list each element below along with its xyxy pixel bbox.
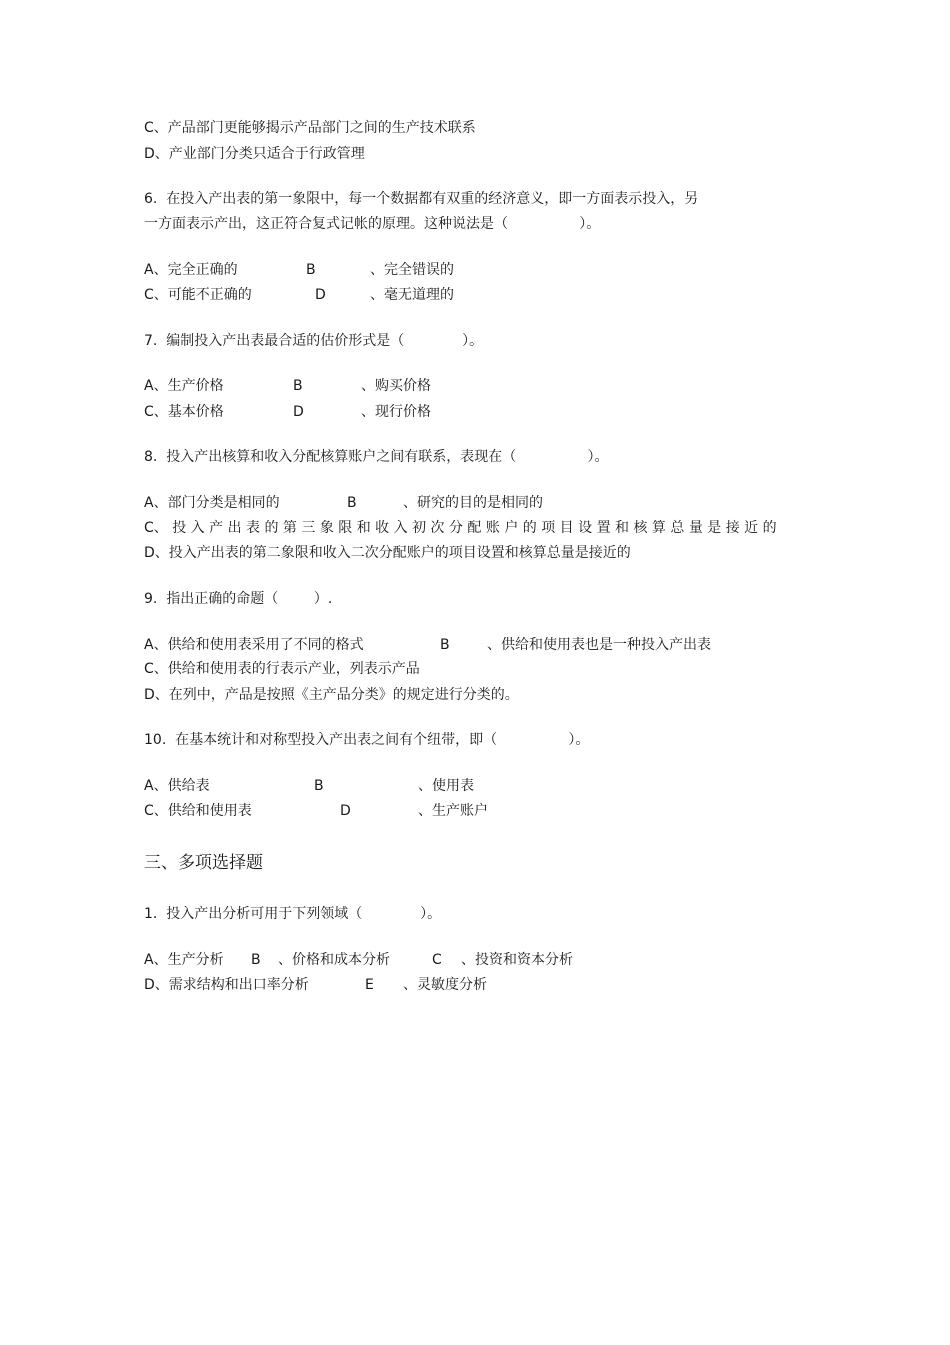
q6-option-d: 、毫无道理的: [370, 287, 454, 303]
q8-option-d: D、投入产出表的第二象限和收入二次分配账户的项目设置和核算总量是接近的: [144, 545, 631, 561]
q6-option-a: A、完全正确的: [144, 262, 238, 278]
m1-option-c-letter: C: [432, 952, 442, 968]
m1-option-b-letter: B: [251, 952, 261, 968]
q8-option-b-letter: B: [347, 495, 357, 511]
m1-option-a: A、生产分析: [144, 952, 224, 968]
section-heading-multiple-choice: 三、多项选择题: [144, 853, 263, 873]
m1-option-d: D、需求结构和出口率分析: [144, 977, 309, 993]
q9-option-a: A、供给和使用表采用了不同的格式: [144, 637, 364, 653]
q8-option-a: A、部门分类是相同的: [144, 495, 280, 511]
q10-option-a: A、供给表: [144, 778, 210, 794]
q10-stem: 10. 在基本统计和对称型投入产出表之间有个纽带，即（ ）。: [144, 732, 590, 748]
q8-option-c: C、 投 入 产 出 表 的 第 三 象 限 和 收 入 初 次 分 配 账 户 的 项 目 设 置 和 核 算 总 量 是 接 近 的: [144, 520, 777, 536]
q9-option-d: D、在列中，产品是按照《主产品分类》的规定进行分类的。: [144, 687, 519, 703]
q8-option-b: 、研究的目的是相同的: [403, 495, 543, 511]
m1-stem: 1. 投入产出分析可用于下列领域（ ）。: [144, 906, 442, 922]
q7-stem: 7. 编制投入产出表最合适的估价形式是（ ）。: [144, 333, 484, 349]
m1-option-e-letter: E: [365, 977, 374, 993]
q10-option-d-letter: D: [340, 803, 351, 819]
q7-option-d: 、现行价格: [361, 404, 431, 420]
q7-option-b-letter: B: [293, 378, 303, 394]
q6-stem-line1: 6. 在投入产出表的第一象限中，每一个数据都有双重的经济意义，即一方面表示投入，另: [144, 191, 699, 207]
q7-option-d-letter: D: [293, 404, 304, 420]
q7-option-c: C、基本价格: [144, 404, 224, 420]
q9-stem: 9. 指出正确的命题（ ）.: [144, 591, 333, 607]
q7-option-a: A、生产价格: [144, 378, 224, 394]
q9-option-b: 、供给和使用表也是一种投入产出表: [487, 637, 711, 653]
q6-option-d-letter: D: [315, 287, 326, 303]
m1-option-e: 、灵敏度分析: [403, 977, 487, 993]
q6-stem-line2: 一方面表示产出，这正符合复式记帐的原理。这种说法是（ ）。: [144, 216, 601, 232]
q10-option-b: 、使用表: [418, 778, 474, 794]
q10-option-b-letter: B: [314, 778, 324, 794]
q8-stem: 8. 投入产出核算和收入分配核算账户之间有联系，表现在（ ）。: [144, 449, 609, 465]
q7-option-b: 、购买价格: [361, 378, 431, 394]
q9-option-c: C、供给和使用表的行表示产业，列表示产品: [144, 661, 420, 677]
q6-option-b: 、完全错误的: [370, 262, 454, 278]
q6-option-b-letter: B: [306, 262, 316, 278]
m1-option-b: 、价格和成本分析: [278, 952, 390, 968]
q9-option-b-letter: B: [440, 637, 450, 653]
q5-option-d: D、产业部门分类只适合于行政管理: [144, 146, 365, 162]
q10-option-d: 、生产账户: [418, 803, 488, 819]
q5-option-c: C、产品部门更能够揭示产品部门之间的生产技术联系: [144, 120, 476, 136]
q10-option-c: C、供给和使用表: [144, 803, 252, 819]
q6-option-c: C、可能不正确的: [144, 287, 252, 303]
m1-option-c: 、投资和资本分析: [461, 952, 573, 968]
